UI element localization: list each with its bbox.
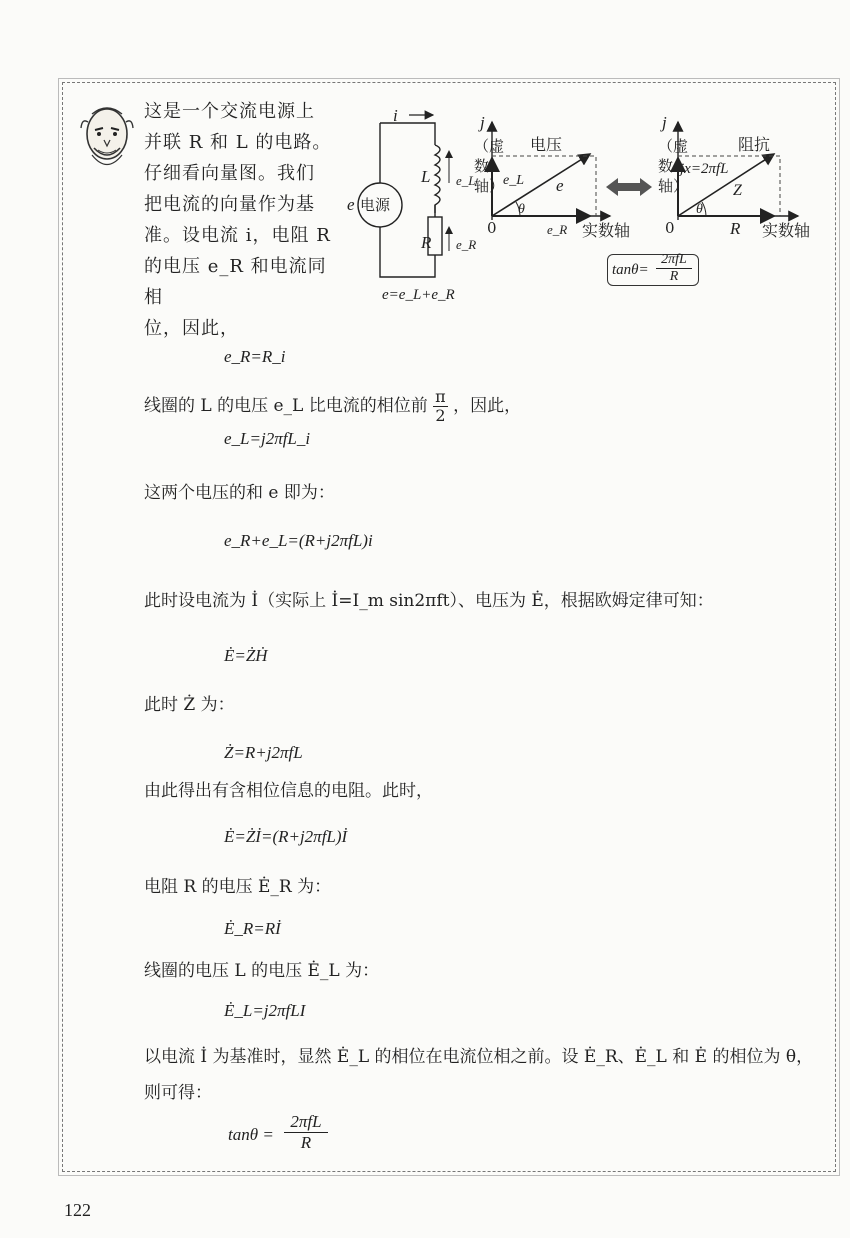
pi-over-2-den: 2: [435, 406, 446, 425]
impedance-origin-label: 0: [665, 219, 675, 237]
tan-box-lhs: tanθ=: [612, 262, 649, 278]
equation-e-expanded: Ė=Żİ=(R+j2πfL)İ: [224, 827, 348, 846]
equation-tan-num: 2πfL: [284, 1112, 328, 1133]
intro-line: 并联 R 和 L 的电路。: [144, 132, 332, 153]
sum-label: e=e_L+e_R: [382, 287, 455, 303]
source-e-label: e: [347, 195, 355, 214]
pi-over-2-fraction: [433, 388, 448, 425]
body-line-inductor-b: ，因此，: [453, 396, 522, 416]
inductor-label: L: [421, 167, 431, 186]
body-line-phase: 以电流 İ 为基准时，显然 Ė_L 的相位在电流位相之前。设 Ė_R、Ė_L 和 Ė 的相位为 θ，: [144, 1047, 814, 1067]
body-line-phase-resistance: 由此得出有含相位信息的电阻。此时，: [144, 781, 433, 801]
impedance-y-axis-label: （虚数轴）: [658, 137, 689, 195]
current-label: i: [393, 106, 398, 125]
intro-paragraph: [144, 96, 344, 344]
equation-tan-fraction: [284, 1112, 328, 1153]
impedance-jx-label: jx=2πfL: [680, 161, 729, 177]
equation-sum: e_R+e_L=(R+j2πfL)i: [224, 531, 373, 550]
intro-line: 这是一个交流电源上: [144, 101, 315, 122]
voltage-theta-label: θ: [518, 202, 525, 217]
eR-label: e_R: [456, 237, 477, 252]
voltage-origin-label: 0: [487, 219, 497, 237]
voltage-x-axis-label: 实数轴: [582, 221, 631, 240]
impedance-j-label: j: [662, 113, 667, 132]
resistor-label: R: [421, 233, 432, 252]
equation-eL: e_L=j2πfL_i: [224, 429, 311, 448]
pi-over-2-num: π: [435, 387, 446, 406]
voltage-j-label: j: [480, 113, 485, 132]
body-line-z: 此时 Ż 为：: [144, 695, 235, 715]
impedance-title: 阻抗: [738, 135, 771, 154]
source-text: 电源: [360, 196, 391, 214]
body-line-er: 电阻 R 的电压 Ė_R 为：: [144, 877, 332, 897]
body-line-el: 线圈的电压 L 的电压 Ė_L 为：: [144, 961, 380, 981]
body-line-result: 则可得：: [144, 1083, 212, 1103]
tan-box-den: R: [669, 269, 679, 284]
equation-eR: e_R=R_i: [224, 347, 286, 366]
voltage-eR-label: e_R: [547, 222, 568, 237]
intro-line: 准。设电流 i，电阻 R: [144, 225, 331, 246]
equation-tan-lhs: tanθ =: [228, 1125, 274, 1144]
impedance-x-axis-label: 实数轴: [762, 221, 811, 240]
equation-el: Ė_L=j2πfLI: [224, 1001, 306, 1020]
impedance-theta-label: θ: [696, 202, 703, 217]
equation-tan-den: R: [300, 1133, 312, 1152]
double-arrow-icon: [604, 176, 654, 198]
page-number: 122: [64, 1200, 91, 1220]
voltage-y-axis-label: （虚数轴）: [474, 137, 505, 195]
eL-label: e_L: [456, 173, 476, 188]
intro-line: 仔细看向量图。我们: [144, 163, 315, 184]
body-line-inductor-a: 线圈的 L 的电压 e_L 比电流的相位前: [144, 396, 428, 416]
old-man-mascot-icon: [78, 100, 136, 172]
equation-z: Ż=R+j2πfL: [224, 743, 303, 762]
intro-line: 把电流的向量作为基: [144, 194, 315, 215]
intro-line: 位，因此，: [144, 318, 239, 339]
voltage-e-label: e: [556, 176, 564, 195]
impedance-z-label: Z: [733, 182, 742, 199]
voltage-eL-label: e_L: [503, 173, 524, 188]
voltage-title: 电压: [530, 135, 563, 154]
equation-er: Ė_R=Rİ: [224, 919, 281, 938]
intro-line: 的电压 e_R 和电流同相: [144, 256, 327, 308]
tan-box-num: 2πfL: [656, 252, 692, 269]
body-line-inductor: [144, 388, 521, 425]
equation-ohm: Ė=ŻḢ: [224, 646, 268, 665]
body-line-ohm: 此时设电流为 İ（实际上 İ=I_m sin2πft）、电压为 Ė，根据欧姆定律可知：: [144, 591, 714, 611]
tan-box-fraction: [656, 252, 692, 285]
impedance-r-label: R: [730, 219, 741, 238]
body-line-sum: 这两个电压的和 e 即为：: [144, 483, 335, 503]
